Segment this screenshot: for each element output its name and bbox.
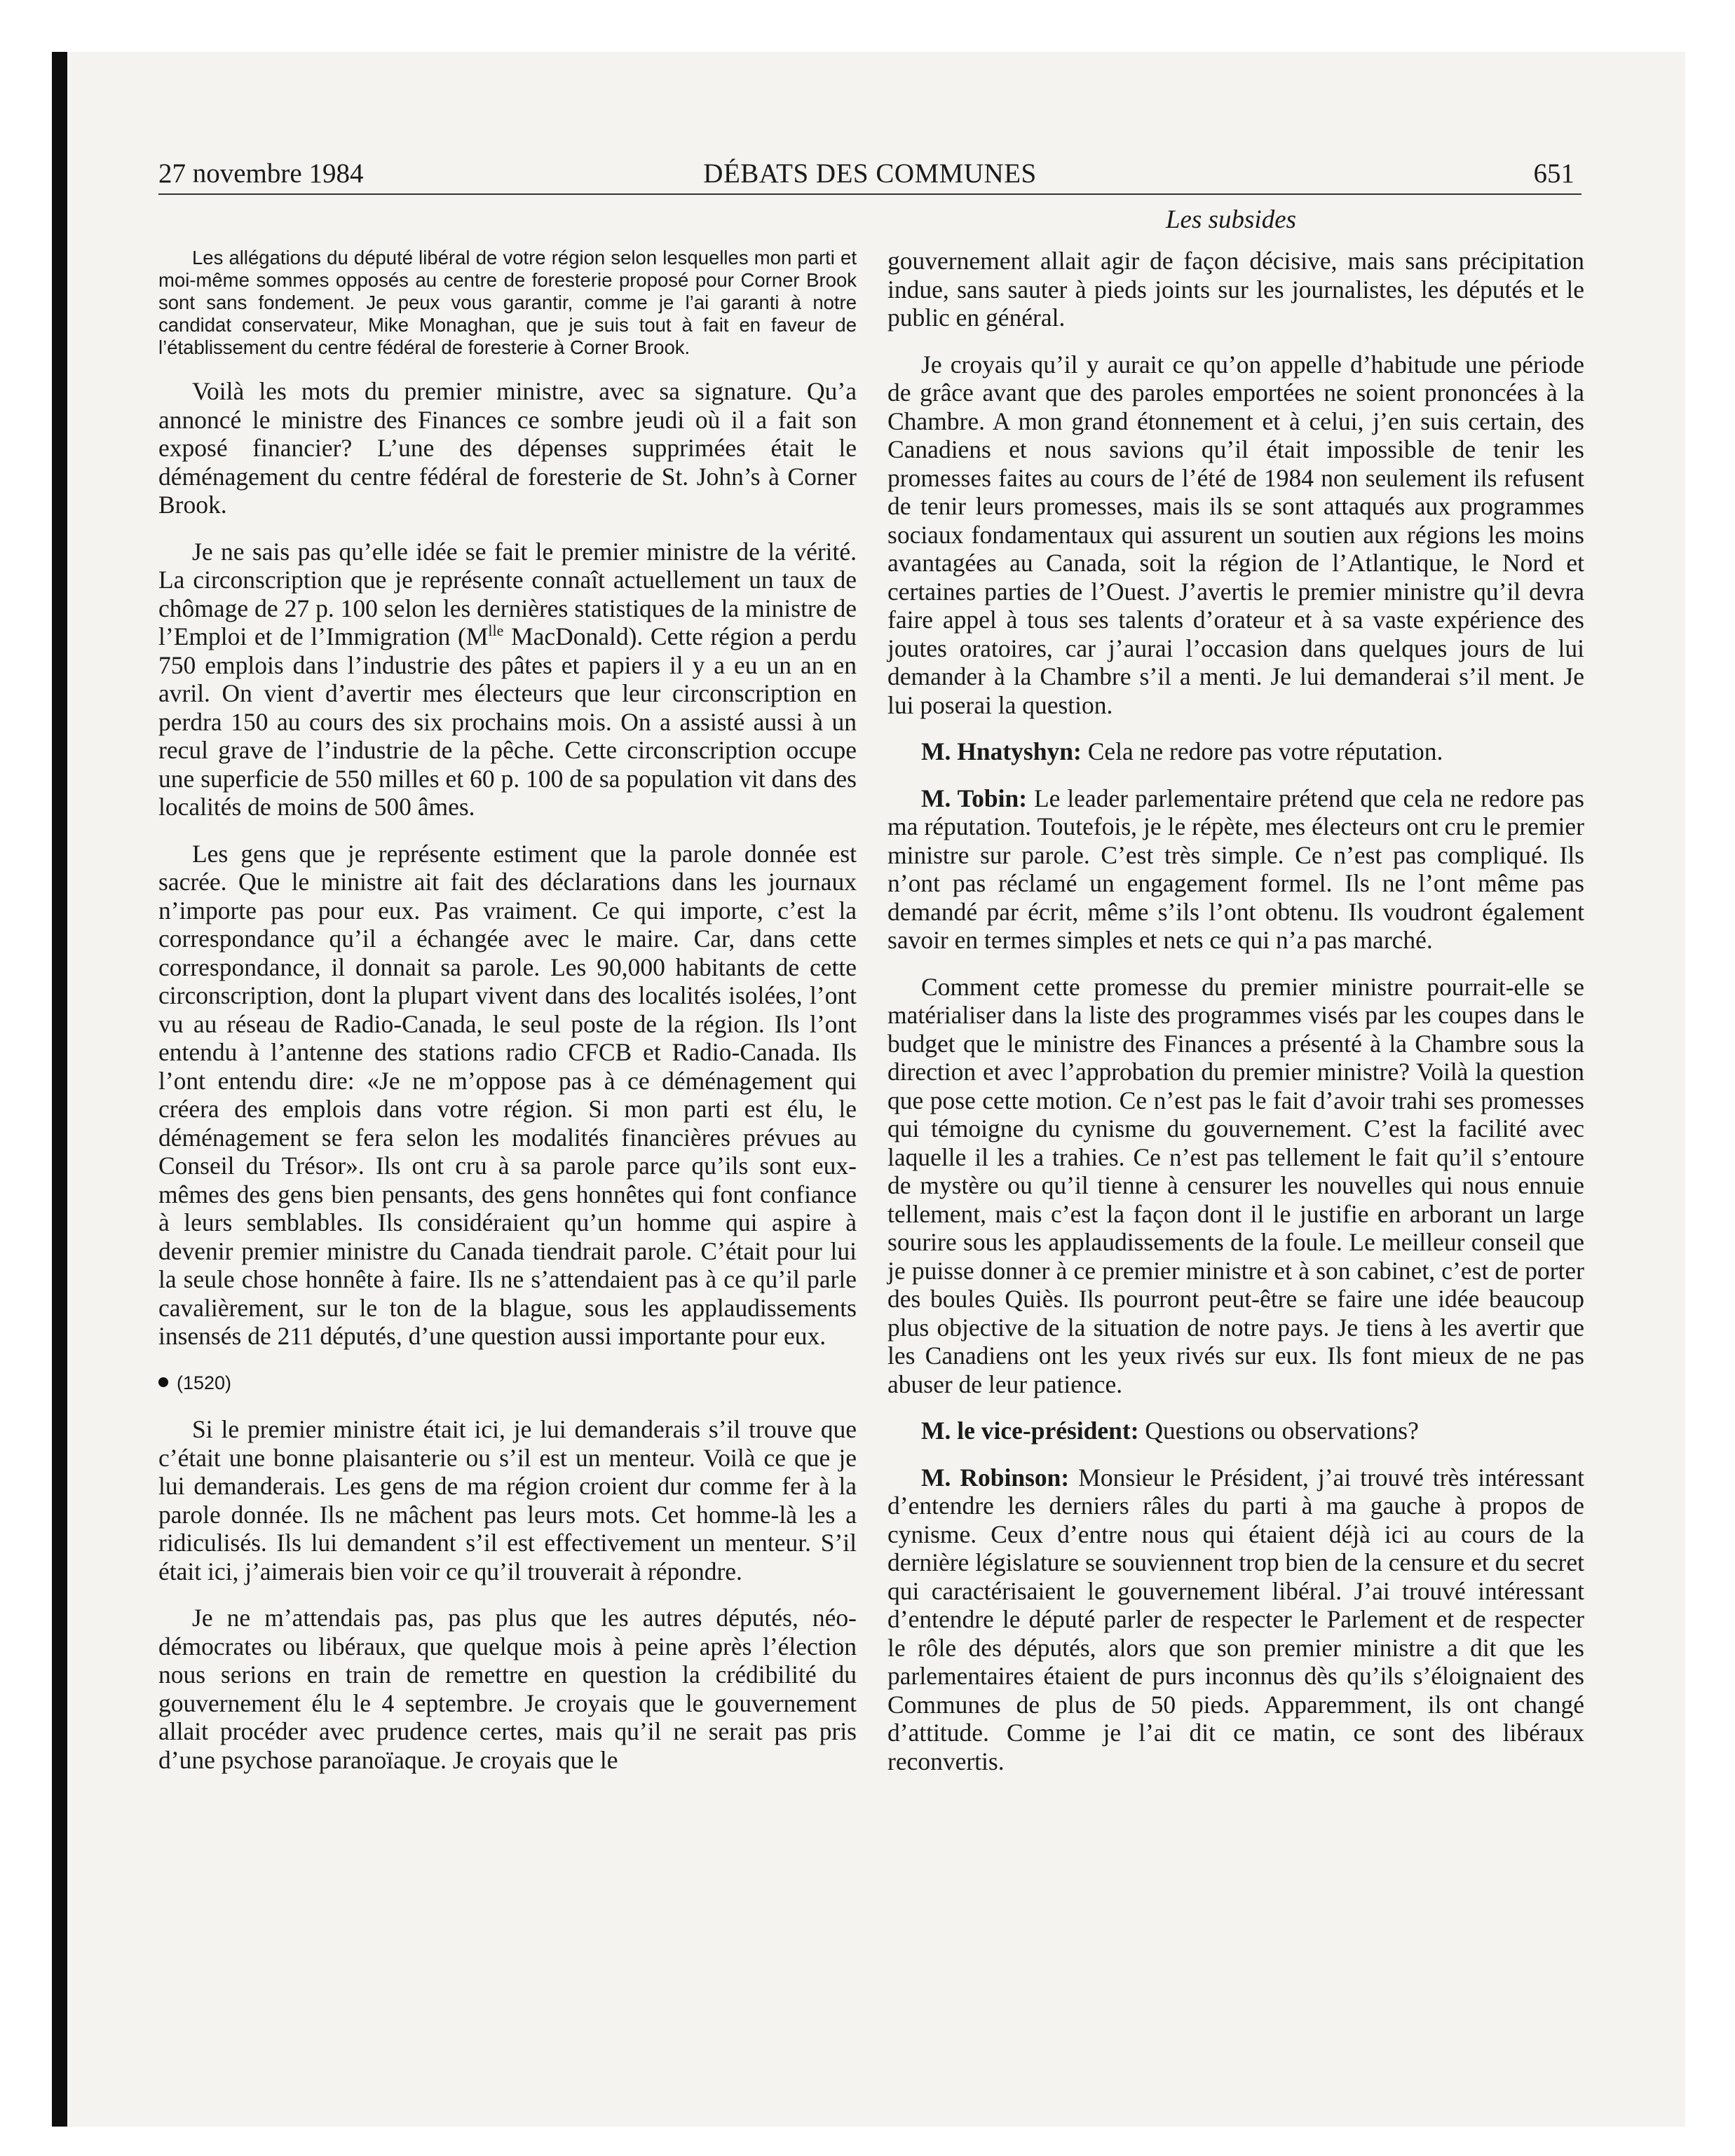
paragraph-text: Je ne sais pas qu’elle idée se fait le premier ministre de la vérité. La circonscription que je représente connaît actuellement un taux de chômage de 27 p. 100 selon les dernières statistiques de la ministre de l’Emploi et de l’Immigration (M <box>158 537 857 650</box>
header-title: DÉBATS DES COMMUNES <box>703 158 1037 189</box>
speaker-name: M. Tobin: <box>921 784 1028 812</box>
speech <box>887 1417 1584 1445</box>
paragraph-text: MacDonald). Cette région a perdu 750 emplois dans l’industrie des pâtes et papiers il y a eu un an en avril. On vient d’avertir mes électeurs que leur circonscription en perdra 150 au cours des six prochains mois. On a assisté aussi à un recul grave de l’industrie de la pêche. Cette circonscription occupe une superficie de 550 milles et 60 p. 100 de sa population vit dans des localités de moins de 500 âmes. <box>158 622 857 821</box>
paragraph: Si le premier ministre était ici, je lui demanderais s’il trouve que c’était une bonne plaisanterie ou s’il est un menteur. Voilà ce que je lui demanderais. Les gens de ma région croient dur comme fer à la parole donnée. Ils ne mâchent pas leurs mots. Cet homme-là les a ridiculisés. Ils lui demandent s’il est effectivement un menteur. S’il était ici, j’aimerais bien voir ce qu’il trouverait à répondre. <box>158 1415 857 1585</box>
scan-edge-shadow <box>52 52 67 2127</box>
time-marker <box>158 1369 857 1398</box>
right-column <box>887 247 1584 1794</box>
time-marker-text: (1520) <box>177 1372 232 1393</box>
paragraph <box>158 538 857 821</box>
bullet-icon <box>158 1377 168 1387</box>
paragraph: Les gens que je représente estiment que la parole donnée est sacrée. Que le ministre ait fait des déclarations dans les journaux n’importe pas pour eux. Pas vraiment. Ce qui importe, c’est la correspondance qu’il a échangée avec le maire. Car, dans cette correspondance, il donnait sa parole. Les 90,000 habitants de cette circonscription, dont la plupart vivent dans des localités isolées, l’ont vu au réseau de Radio-Canada, le seul poste de la région. Ils l’ont entendu à l’antenne des stations radio CFCB et Radio-Canada. Ils l’ont entendu dire: «Je ne m’oppose pas à ce déménagement qui créera des emplois dans votre région. Si mon parti est élu, le déménagement se fera selon les modalités financières prévues au Conseil du Trésor». Ils ont cru à sa parole parce qu’ils sont eux-mêmes des gens bien pensants, des gens honnêtes qui font confiance à leurs semblables. Ils considéraient qu’un homme qui aspire à devenir premier ministre du Canada tiendrait parole. C’était pour lui la seule chose honnête à faire. Ils ne s’attendaient pas à ce qu’il parle cavalièrement, sur le ton de la blague, sous les applaudissements insensés de 211 députés, d’une question aussi importante pour eux. <box>158 839 857 1350</box>
speech <box>887 784 1584 955</box>
speaker-name: M. Hnatyshyn: <box>921 737 1082 765</box>
superscript: lle <box>488 622 504 640</box>
speech <box>887 737 1584 766</box>
running-head: Les subsides <box>1165 205 1297 234</box>
header-date: 27 novembre 1984 <box>158 158 364 189</box>
speaker-name: M. le vice-président: <box>921 1417 1139 1445</box>
paragraph: gouvernement allait agir de façon décisive, mais sans précipitation indue, sans sauter à pieds joints sur les journalistes, les députés et le public en général. <box>887 247 1584 332</box>
left-column <box>158 247 857 1792</box>
speech-text: Questions ou observations? <box>1138 1417 1419 1445</box>
page-header <box>158 153 1581 195</box>
paragraph: Comment cette promesse du premier ministre pourrait-elle se matérialiser dans la liste des programmes visés par les coupes dans le budget que le ministre des Finances a présenté à la Chambre sous la direction et avec l’approbation du premier ministre? Voilà la question que pose cette motion. Ce n’est pas le fait d’avoir trahi ses promesses qui témoigne du cynisme du gouvernement. C’est la facilité avec laquelle il les a trahies. Ce n’est pas tellement le fait qu’il s’entoure de mystère ou qu’il tienne à censurer les nouvelles qui nous ennuie tellement, mais c’est la façon dont il le justifie en arborant un large sourire sous les applaudissements de la foule. Le meilleur conseil que je puisse donner à ce premier ministre et à son cabinet, c’est de porter des boules Quiès. Ils pourront peut-être se faire une idée beaucoup plus objective de la situation de notre pays. Je tiens à les avertir que les Canadiens ont les yeux rivés sur eux. Ils font mieux de ne pas abuser de leur patience. <box>887 972 1584 1398</box>
paragraph: Je croyais qu’il y aurait ce qu’on appelle d’habitude une période de grâce avant que des paroles emportées ne soient prononcées à la Chambre. A mon grand étonnement et à celui, j’en suis certain, des Canadiens et nous savions qu’il était impossible de tenir les promesses faites au cours de l’été de 1984 non seulement ils refusent de tenir leurs promesses, mais ils se sont attaqués aux programmes sociaux fondamentaux qui assurent un soutien aux régions les moins avantagées au Canada, soit la région de l’Atlantique, le Nord et certaines parties de l’Ouest. J’avertis le premier ministre qu’il devra faire appel à tous ses talents d’orateur et à sa vaste expérience des joutes oratoires, car j’aurai l’occasion dans quelques jours de lui demander à la Chambre s’il a menti. Je lui demanderai s’il ment. Je lui poserai la question. <box>887 350 1584 719</box>
speaker-name: M. Robinson: <box>921 1463 1070 1492</box>
header-page-number: 651 <box>1533 158 1574 189</box>
speech-text: Cela ne redore pas votre réputation. <box>1081 737 1443 765</box>
speech-text: Monsieur le Président, j’ai trouvé très intéressant d’entendre les derniers râles du parti à ma gauche à propos de cynisme. Ceux d’entre nous qui étaient déjà ici au cours de la dernière législature se souviennent trop bien de la censure et du secret qui caractérisaient le gouvernement libéral. J’ai trouvé intéressant d’entendre le député parler de respecter le Parlement et de respecter le rôle des députés, alors que son premier ministre a dit que les parlementaires étaient de purs inconnus dès qu’ils s’éloignaient des Communes de plus de 50 pieds. Apparemment, ils ont changé d’attitude. Comme je l’ai dit ce matin, ce sont des libéraux reconvertis. <box>887 1463 1584 1775</box>
paragraph: Voilà les mots du premier ministre, avec sa signature. Qu’a annoncé le ministre des Finances ce sombre jeudi où il a fait son exposé financier? L’une des dépenses supprimées était le déménagement du centre fédéral de foresterie de St. John’s à Corner Brook. <box>158 377 857 519</box>
paragraph: Je ne m’attendais pas, pas plus que les autres députés, néo-démocrates ou libéraux, que quelque mois à peine après l’élection nous serions en train de remettre en question la crédibilité du gouvernement élu le 4 septembre. Je croyais que le gouvernement allait procéder avec prudence certes, mais qu’il ne serait pas pris d’une psychose paranoïaque. Je croyais que le <box>158 1604 857 1774</box>
speech-text: Le leader parlementaire prétend que cela ne redore pas ma réputation. Toutefois, je le répète, mes électeurs ont cru le premier ministre sur parole. C’est très simple. Ce n’est pas compliqué. Ils n’ont pas réclamé un engagement formel. Ils ne l’ont même pas demandé par écrit, même s’ils l’ont obtenu. Ils voudront également savoir en termes simples et nets ce qui n’a pas marché. <box>887 784 1584 954</box>
speech <box>887 1464 1584 1776</box>
quoted-letter: Les allégations du député libéral de votre région selon lesquelles mon parti et moi-même sommes opposés au centre de foresterie proposé pour Corner Brook sont sans fondement. Je peux vous garantir, comme je l’ai garanti à notre candidat conservateur, Mike Monaghan, que je suis tout à fait en faveur de l’établissement du centre fédéral de foresterie à Corner Brook. <box>158 247 857 358</box>
